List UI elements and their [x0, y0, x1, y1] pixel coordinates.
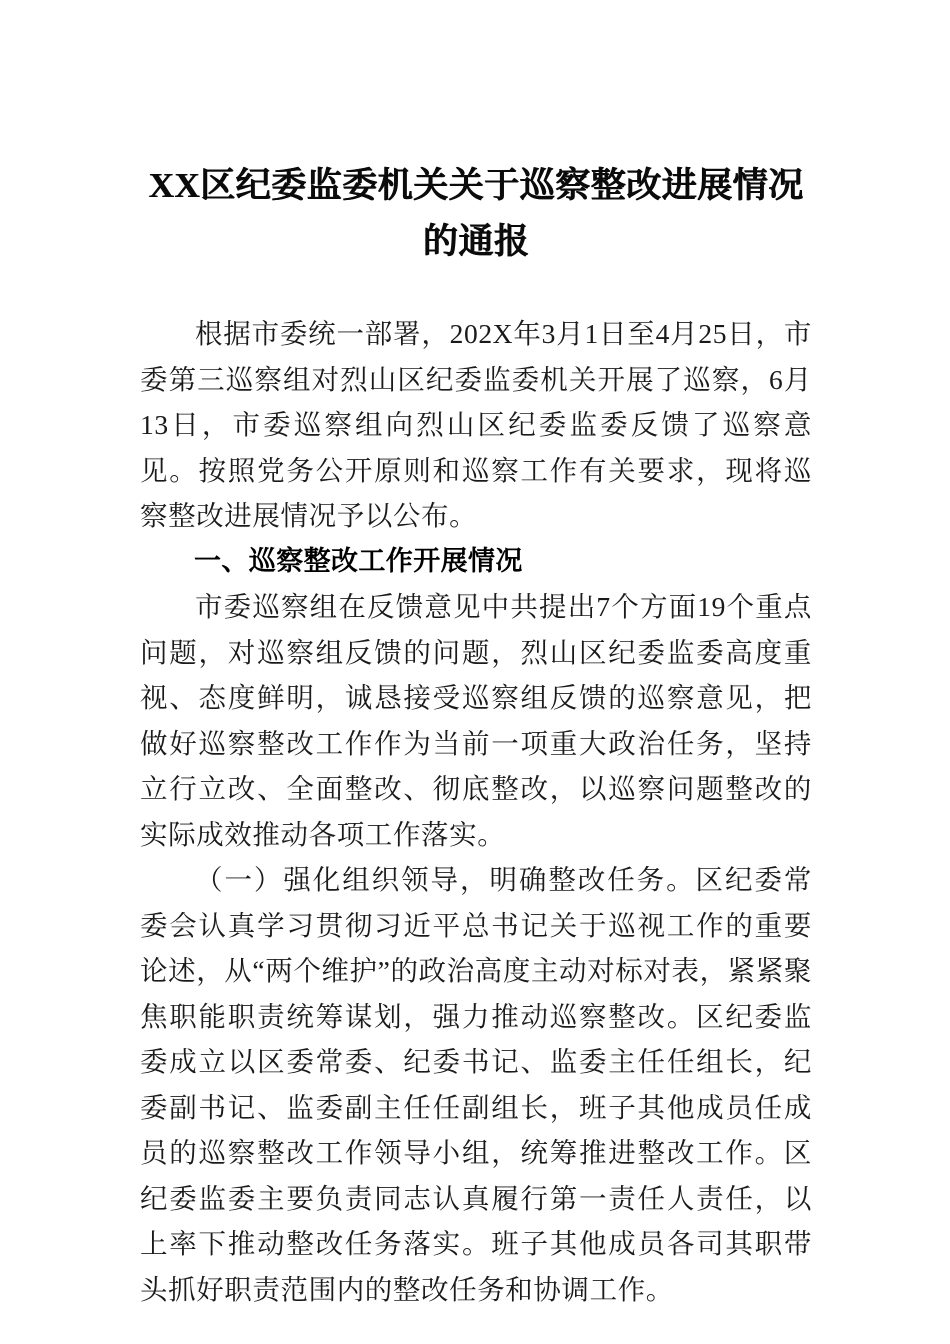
section-heading-1: 一、巡察整改工作开展情况	[194, 545, 523, 576]
page-title-line-2: 的通报	[422, 222, 530, 261]
document-body	[140, 0, 812, 1312]
paragraph-section-1-item-1: （一）强化组织领导，明确整改任务。区纪委常委会认真学习贯彻习近平总书记关于巡视工作的重要论述，从“两个维护”的政治高度主动对标对表，紧紧聚焦职能职责统筹谋划，强力推动巡察整改。区纪委监委成立以区委常委、纪委书记、监委主任任组长，纪委副书记、监委副主任任副组长，班子其他成员任成员的巡察整改工作领导小组，统筹推进整改工作。区纪委监委主要负责同志认真履行第一责任人责任，以上率下推动整改任务落实。班子其他成员各司其职带头抓好职责范围内的整改任务和协调工作。	[140, 864, 812, 1305]
paragraph-section-1-body: 市委巡察组在反馈意见中共提出7个方面19个重点问题，对巡察组反馈的问题，烈山区纪委监委高度重视、态度鲜明，诚恳接受巡察组反馈的巡察意见，把做好巡察整改工作作为当前一项重大政治任务，坚持立行立改、全面整改、彻底整改，以巡察问题整改的实际成效推动各项工作落实。	[140, 591, 812, 850]
page-title	[140, 0, 812, 270]
page-title-line-1: XX区纪委监委机关关于巡察整改进展情况	[148, 166, 804, 205]
paragraph-intro: 根据市委统一部署，202X年3月1日至4月25日，市委第三巡察组对烈山区纪委监委机关开展了巡察，6月13日，市委巡察组向烈山区纪委监委反馈了巡察意见。按照党务公开原则和巡察工作有关要求，现将巡察整改进展情况予以公布。	[140, 318, 812, 531]
